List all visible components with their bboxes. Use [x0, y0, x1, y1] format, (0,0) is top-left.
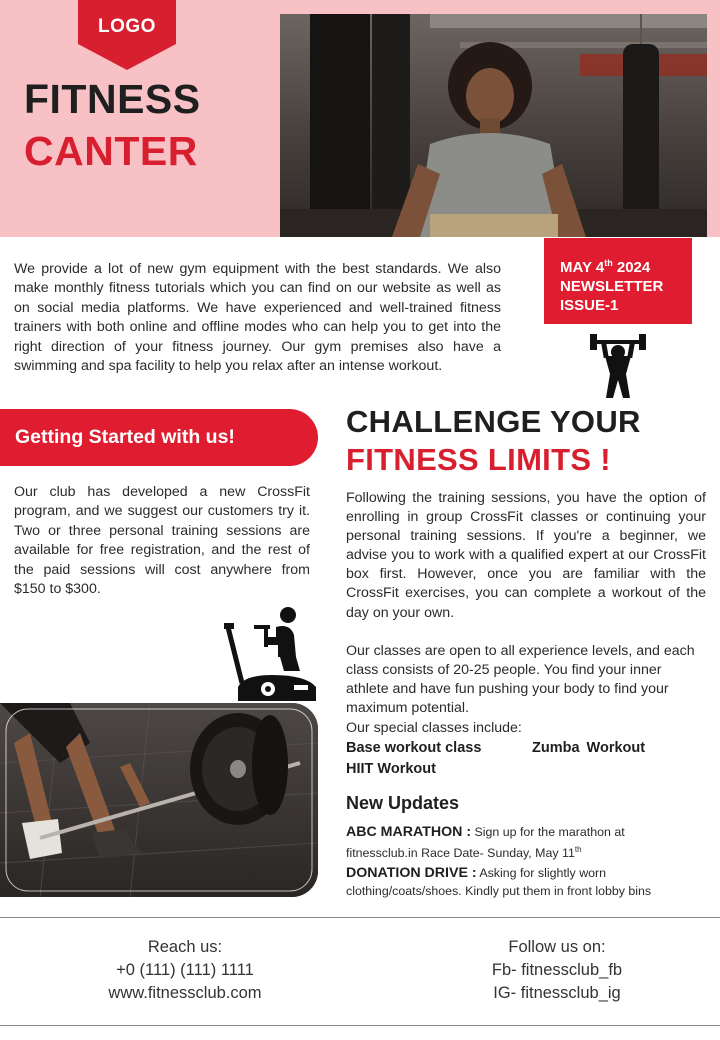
classes-label: Our special classes include:	[346, 720, 522, 736]
contact-title: Reach us:	[147, 938, 223, 956]
weightlifter-icon	[590, 330, 646, 400]
intro-paragraph: We provide a lot of new gym equipment with the best standards. We also make monthly fitness tutorials which you can find on our website as well as on social media platforms. We have experienced and well-trained fitness trainers with both online and offline modes who can help you to get into the right direction of your fitness journey. Our gym premises also have a swimming and spa facility to help you relax after an intense workout.	[14, 261, 501, 375]
class-item: HIIT Workout	[346, 761, 436, 777]
getting-started-banner: Getting Started with us!	[0, 409, 318, 466]
contact-block	[60, 936, 310, 1005]
social-facebook: Fb- fitnessclub_fb	[491, 961, 623, 979]
barbell-photo	[0, 703, 318, 897]
class-item: Base workout class	[346, 740, 482, 756]
issue-date: MAY 4th 2024	[560, 258, 651, 276]
brand-name-line1: FITNESS	[24, 76, 201, 122]
challenge-title-line1: CHALLENGE YOUR	[346, 404, 641, 439]
challenge-paragraph-2: Our classes are open to all experience levels, and each class consists of 20-25 people. You find your inner athlete and have fun pushing your body to find your maximum potential.	[346, 643, 695, 717]
hero-photo	[280, 14, 707, 237]
contact-phone: +0 (111) (111) 1111	[116, 961, 254, 979]
getting-started-text: Our club has developed a new CrossFit program, and we suggest our customers try it. Two or three personal training sessions are available for free registration, and the rest of the paid sessions will cost anywhere from $150 to $300.	[14, 484, 310, 598]
contact-website: www.fitnessclub.com	[108, 984, 262, 1002]
exercise-bike-icon	[224, 605, 320, 701]
social-title: Follow us on:	[508, 938, 606, 956]
issue-badge	[544, 238, 692, 324]
updates-title: New Updates	[346, 793, 460, 813]
brand-name-line2: CANTER	[24, 128, 198, 174]
update-marathon: ABC MARATHON : Sign up for the marathon at fitnessclub.in Race Date- Sunday, May 11th	[346, 824, 625, 861]
logo-text: LOGO	[98, 16, 156, 37]
social-block	[432, 936, 682, 1005]
footer-divider-top	[0, 917, 720, 918]
update-donation: DONATION DRIVE : Asking for slightly worn clothing/coats/shoes. Kindly put them in front lobby bins	[346, 865, 652, 898]
footer-divider-bottom	[0, 1025, 720, 1026]
issue-number: ISSUE-1	[560, 297, 619, 314]
issue-newsletter: NEWSLETTER	[560, 278, 664, 295]
class-item: Zumba Workout	[532, 740, 646, 756]
social-instagram: IG- fitnessclub_ig	[493, 984, 621, 1002]
challenge-paragraph-1: Following the training sessions, you have the option of enrolling in group CrossFit classes or continuing your personal training sessions. If you're a beginner, we advise you to work with a qualified expert at our CrossFit box first. However, once you are familiar with the CrossFit exercises, you can complete a workout of the day on your own.	[346, 490, 706, 621]
challenge-title-line2: FITNESS LIMITS !	[346, 442, 611, 477]
